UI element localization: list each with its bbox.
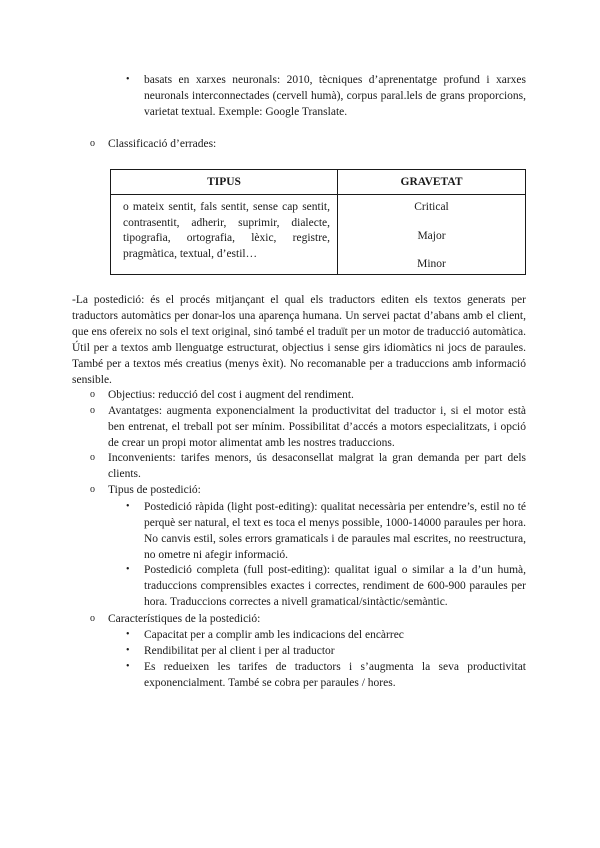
table-row — [111, 195, 526, 275]
circle-marker: o — [90, 484, 95, 495]
circle-marker: o — [90, 452, 95, 463]
severity-major: Major — [417, 229, 446, 242]
circle-marker: o — [90, 389, 95, 400]
item-text: Objectius: reducció del cost i augment del rendiment. — [108, 389, 354, 401]
bullet-marker: • — [126, 564, 130, 575]
subitem-text: Postedició ràpida (light post-editing): qualitat necessària per entendre’s, estil no té perquè ser natural, el text es toca el menys possible, 1000-14000 paraules per hora. No canvis estil, soles errors gramaticals i de paraules mal escrites, no reestructura, no ometre ni afegir informació. — [144, 501, 526, 561]
col-type-header: TIPUS — [111, 170, 338, 195]
circle-marker: o — [90, 613, 95, 624]
error-classification-table — [110, 169, 526, 275]
circle-marker: o — [90, 405, 95, 416]
bullet-marker: • — [126, 645, 130, 656]
bullet-marker: • — [126, 629, 130, 640]
col-severity-header: GRAVETAT — [338, 170, 526, 195]
subitem-text: Capacitat per a complir amb les indicacions del encàrrec — [144, 629, 404, 641]
bullet-marker: • — [126, 74, 130, 85]
subitem-text: Rendibilitat per al client i per al traductor — [144, 645, 335, 657]
item-text: Característiques de la postedició: — [108, 613, 261, 625]
circle-marker: o — [90, 138, 95, 149]
types-cell: o mateix sentit, fals sentit, sense cap sentit, contrasentit, adherir, suprimir, dialecte, tipografia, ortografia, lèxic, registre, pragmàtica, textual, d’estil… — [111, 195, 338, 275]
table-header-row — [111, 170, 526, 195]
bullet-marker: • — [126, 501, 130, 512]
subitem-text: Postedició completa (full post-editing): qualitat igual o similar a la d’un humà, traduccions comprensibles exactes i correctes, rendiment de 600-900 paraules per hora. Traduccions correctes a nivell gramatical/sintàctic/semàntic. — [144, 564, 526, 608]
bullet-marker: • — [126, 661, 130, 672]
postedition-paragraph: -La postedició: és el procés mitjançant el qual els traductors editen els textos generats per traductors automàtics per donar-los una aparença humana. Un servei pactat d’abans amb el client, que ens ofereix no sols el text original, sinó també el traduït per un motor de traducció automàtica. Útil per a textos amb llenguatge estructurat, objectius i sense girs idiomàtics ni jocs de paraules. També per a textos més creatius (menys èxit). No recomanable per a traduccions amb informació sensible. — [72, 294, 526, 386]
item-text: Avantatges: augmenta exponencialment la productivitat del traductor i, si el motor està ben entrenat, el treball pot ser mínim. Possibilitat d’accés a motors especialitzats, i opció de crear un propi motor alimentat amb les nostres traduccions. — [108, 405, 526, 449]
bullet-text: basats en xarxes neuronals: 2010, tècniques d’aprenentatge profund i xarxes neuronals interconnectades (cervell humà), corpus paral.lels de grans proporcions, varietat textual. Exemple: Google Translate. — [144, 74, 526, 118]
severity-cell — [338, 195, 526, 275]
severity-minor: Minor — [417, 258, 446, 270]
item-text: Tipus de postedició: — [108, 484, 201, 496]
subitem-text: Es redueixen les tarifes de traductors i s’augmenta la seva productivitat exponencialment. També se cobra per paraules / hores. — [144, 661, 526, 689]
item-text: Inconvenients: tarifes menors, ús desaconsellat malgrat la gran demanda per part dels clients. — [108, 452, 526, 480]
severity-critical: Critical — [414, 201, 449, 213]
classification-heading: Classificació d’errades: — [108, 138, 217, 150]
